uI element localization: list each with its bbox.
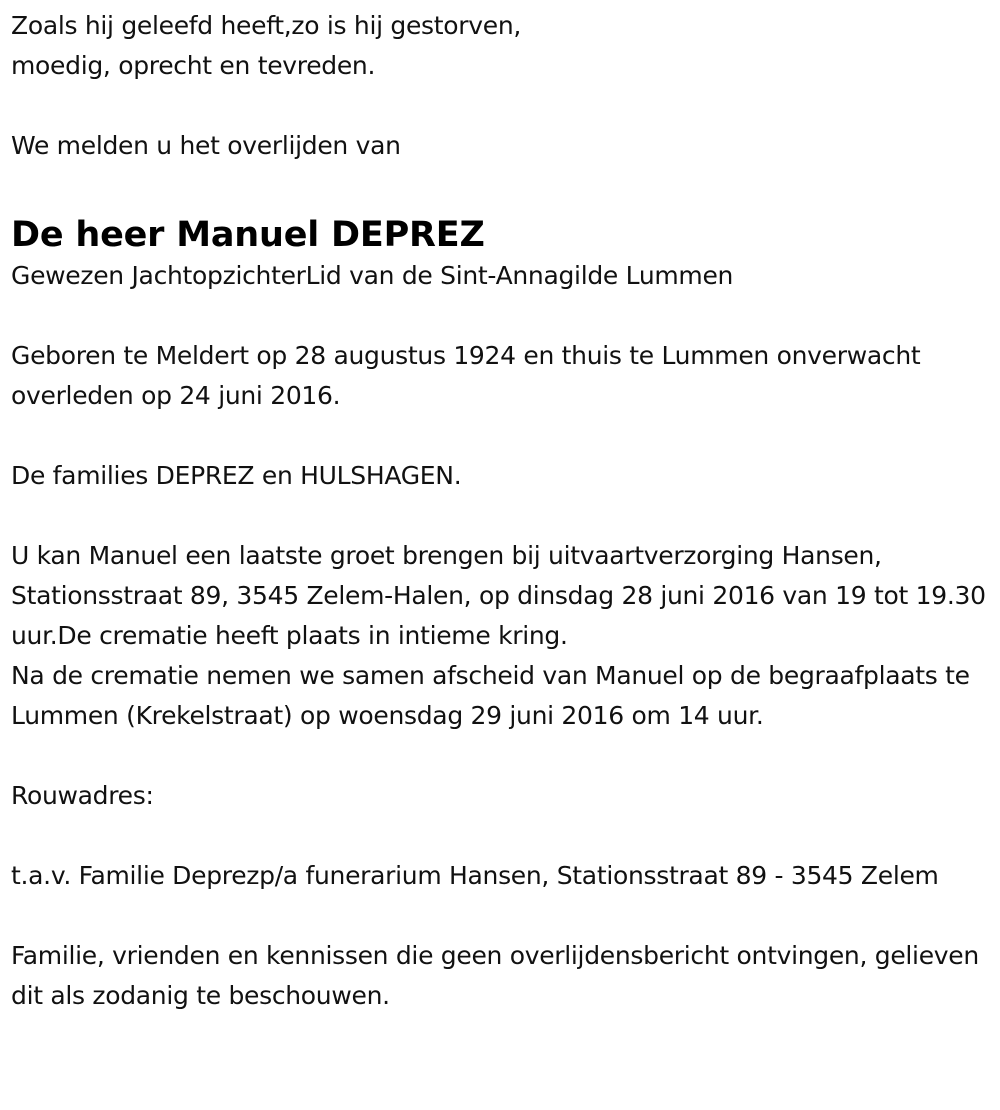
deceased-name: De heer Manuel DEPREZ bbox=[11, 215, 485, 255]
farewell-text: Na de crematie nemen we samen afscheid van Manuel op de begraafplaats te Lummen (Krekelstraat) op woensdag 29 juni 2016 om 14 uur. bbox=[11, 661, 970, 730]
mourning-address: t.a.v. Familie Deprezp/a funerarium Hansen, Stationsstraat 89 - 3545 Zelem bbox=[11, 861, 939, 890]
spacer bbox=[11, 736, 986, 776]
intro-text: We melden u het overlijden van bbox=[11, 131, 401, 160]
spacer bbox=[11, 86, 986, 126]
spacer bbox=[11, 416, 986, 456]
deceased-subtitle: Gewezen JachtopzichterLid van de Sint-Annagilde Lummen bbox=[11, 261, 734, 290]
motto-line-1: Zoals hij geleefd heeft,zo is hij gestorven, bbox=[11, 11, 522, 40]
motto-line-2: moedig, oprecht en tevreden. bbox=[11, 51, 376, 80]
spacer bbox=[11, 296, 986, 336]
obituary-notice bbox=[11, 6, 986, 1016]
families-text: De families DEPREZ en HULSHAGEN. bbox=[11, 461, 462, 490]
spacer bbox=[11, 496, 986, 536]
birth-death-text: Geboren te Meldert op 28 augustus 1924 en thuis te Lummen onverwacht overleden op 24 juni 2016. bbox=[11, 341, 921, 410]
spacer bbox=[11, 816, 986, 856]
visitation-text: U kan Manuel een laatste groet brengen bij uitvaartverzorging Hansen, Stationsstraat 89, 3545 Zelem-Halen, op dinsdag 28 juni 2016 van 19 tot 19.30 uur.De crematie heeft plaats in intieme kring. bbox=[11, 541, 986, 650]
spacer bbox=[11, 896, 986, 936]
address-label: Rouwadres: bbox=[11, 781, 154, 810]
closing-text: Familie, vrienden en kennissen die geen overlijdensbericht ontvingen, gelieven dit als zodanig te beschouwen. bbox=[11, 941, 979, 1010]
spacer bbox=[11, 166, 986, 214]
